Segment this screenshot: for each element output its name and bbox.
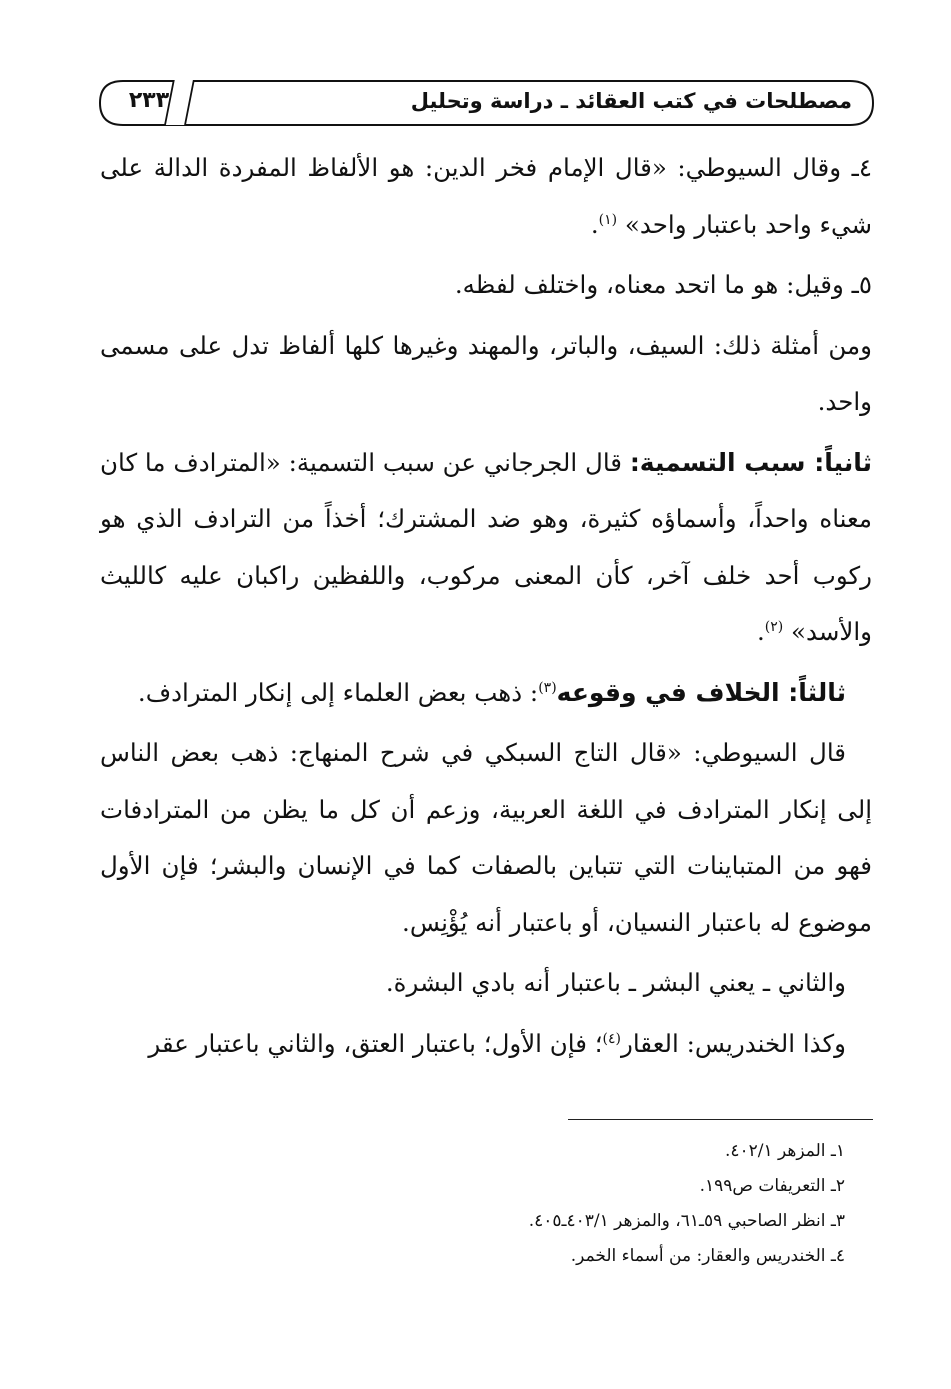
page-number: ٢٣٣ [128,88,170,113]
paragraph-2 [100,257,872,314]
paragraph-4: ثانياً: سبب التسمية: قال الجرجاني عن سبب التسمية: «المترادف ما كان معناه واحداً، وأسماؤه كثيرة، وهو ضد المشترك؛ أخذاً من الترادف الذي هو ركوب أحد خلف آخر، كأن المعنى مركوب، واللفظين راكبان عليه كالليث والأسد» $^{(٢)}$. [100,447,873,646]
section-heading-naming: ثانياً: سبب التسمية: [629,447,873,477]
footnote-4: ٤ـ الخندريس والعقار: من أسماء الخمر. [570,1246,845,1266]
footnote-ref-4[interactable]: (٤) [602,1030,621,1047]
footnote-3: ٣ـ انظر الصاحبي ٥٩ـ٦١، والمزهر ٤٠٣/١ـ٤٠٥. [528,1211,845,1231]
footnote-ref-1[interactable]: (١) [598,211,618,228]
footnote-ref-2[interactable]: (٢) [764,618,784,635]
footnote-2: ٢ـ التعريفات ص١٩٩. [699,1176,845,1196]
paragraph-text: والثاني ـ يعني البشر ـ باعتبار أنه بادي البشرة. [385,968,846,997]
paragraph-1: ٤ـ وقال السيوطي: «قال الإمام فخر الدين: هو الألفاظ المفردة الدالة على شيء واحد باعتبار واحد» $^{(١)}$. [100,153,872,239]
main-text [100,140,872,1072]
section-heading-dispute: ثالثاً: الخلاف في وقوعه [556,677,846,707]
footnote-ref-3[interactable]: (٣) [538,679,557,696]
paragraph-5 [100,665,872,722]
book-title: مصطلحات في كتب العقائد ـ دراسة وتحليل [410,89,852,113]
paragraph-text: قال الجرجاني عن سبب التسمية: «المترادف ما كان معناه واحداً، وأسماؤه كثيرة، وهو ضد المشترك؛ أخذاً من الترادف الذي هو ركوب أحد خلف آخر، كأن المعنى مركوب، واللفظين راكبان عليه كالليث والأسد» [100,447,872,646]
paragraph-text: قال السيوطي: «قال التاج السبكي في شرح المنهاج: ذهب بعض الناس إلى إنكار المترادف في اللغة العربية، وزعم أن كل ما يظن من المترادفات فهو من المتباينات التي تتباين بالصفات كما في الإنسان والبشر؛ فإن الأول موضوع له باعتبار النسيان، أو باعتبار أنه يُؤْنِس. [100,738,872,937]
paragraph-text: : ذهب بعض العلماء إلى إنكار المترادف. [137,677,539,707]
footnotes [300,1134,845,1274]
running-header [99,80,874,126]
paragraph-text: ٥ـ وقيل: هو ما اتحد معناه، واختلف لفظه. [454,270,872,299]
paragraph-3 [100,318,872,431]
paragraph-text: ٤ـ وقال السيوطي: «قال الإمام فخر الدين: هو الألفاظ المفردة الدالة على شيء واحد باعتبار واحد» [100,153,872,239]
paragraph-text: وكذا الخندريس: العقار [621,1028,846,1058]
paragraph-text: ومن أمثلة ذلك: السيف، والباتر، والمهند وغيرها كلها ألفاظ تدل على مسمى واحد. [100,330,872,416]
footnote-separator [568,1119,873,1120]
paragraph-7 [100,955,872,1012]
footnote-1: ١ـ المزهر ٤٠٢/١. [724,1141,845,1161]
paragraph-6 [100,725,872,951]
paragraph-8: وكذا الخندريس: العقار$^{(٤)}$؛ فإن الأول؛ باعتبار العتق، والثاني باعتبار عقر [148,1028,846,1058]
